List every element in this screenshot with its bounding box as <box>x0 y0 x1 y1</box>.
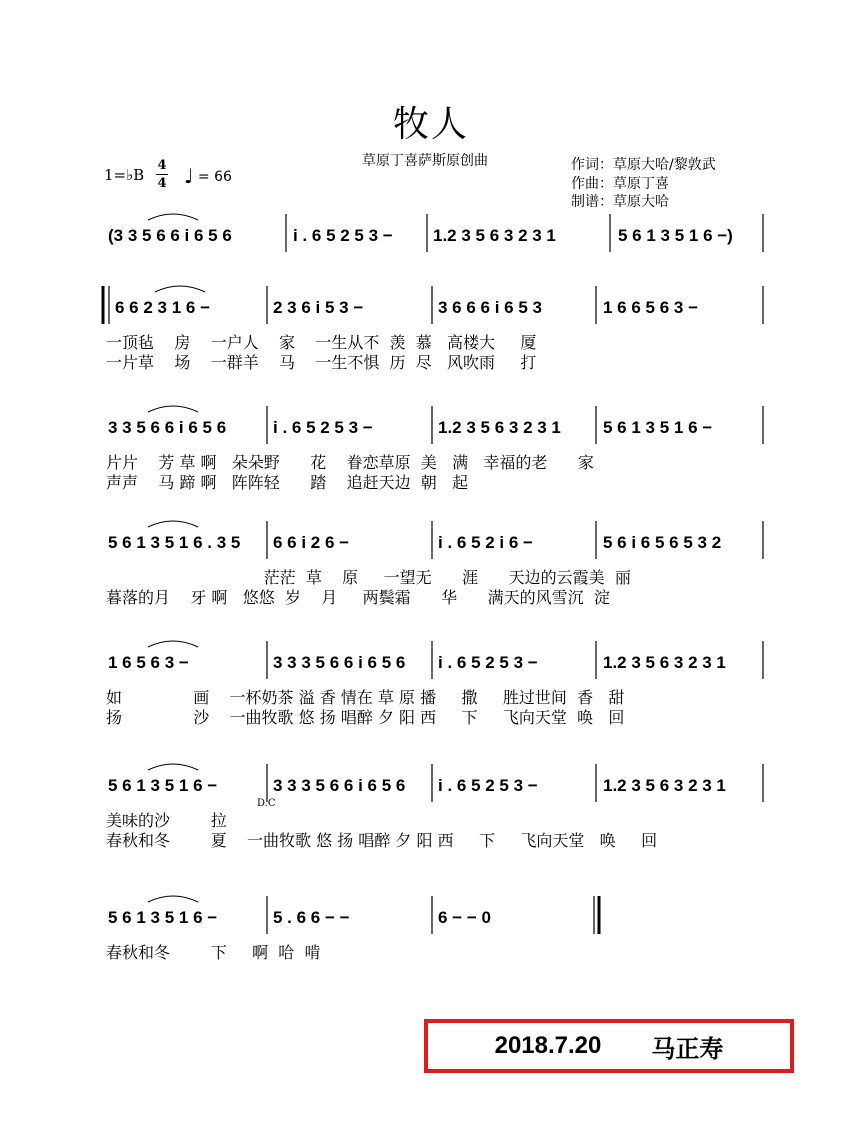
lyric-line: 片片 芳 草 啊 朵朵野 花 眷恋草原 美 满 幸福的老 家 <box>106 453 594 472</box>
quarter-note-icon: ♩ <box>184 164 194 188</box>
measure: 3 3 3 5 6 6 i 6 5 6 <box>273 653 406 672</box>
credit-arranger: 制谱：草原大哈 <box>571 194 669 210</box>
measure: 5 6 1 3 5 1 6 − <box>108 776 218 795</box>
signature-stamp <box>424 1019 794 1073</box>
tempo-marking <box>184 164 232 188</box>
slur <box>148 214 198 220</box>
measure: 1.2 3 5 6 3 2 3 1 <box>603 776 726 795</box>
measure: i . 6 5 2 5 3 − <box>273 418 373 437</box>
measure: 6 6 2 3 1 6 − <box>115 298 210 317</box>
song-subtitle: 草原丁喜萨斯原创曲 <box>362 153 488 169</box>
lyric-line: 扬 沙 一曲牧歌 悠 扬 唱醉 夕 阳 西 下 飞向天堂 唤 回 <box>106 708 625 727</box>
lyric-line: 一片草 场 一群羊 马 一生不惧 历 尽 风吹雨 打 <box>106 353 537 372</box>
dc-marking: D.C <box>257 798 276 809</box>
measure: 3 3 5 6 6 i 6 5 6 <box>108 418 227 437</box>
lyric-line: 如 画 一杯奶茶 溢 香 情在 草 原 播 撒 胜过世间 香 甜 <box>106 688 625 707</box>
measure: 1 6 6 5 6 3 − <box>603 298 698 317</box>
lyric-line: 美味的沙 拉 <box>106 811 227 830</box>
lyric-line: 春秋和冬 夏 一曲牧歌 悠 扬 唱醉 夕 阳 西 下 飞向天堂 唤 回 <box>106 831 658 850</box>
measure: 3 3 3 5 6 6 i 6 5 6 <box>273 776 406 795</box>
measure: 1.2 3 5 6 3 2 3 1 <box>438 418 561 437</box>
measure: 6 − − 0 <box>438 908 491 927</box>
time-signature-bottom: 4 <box>157 176 167 191</box>
slur <box>148 896 198 902</box>
lyric-line: 暮落的月 牙 啊 悠悠 岁 月 两鬓霜 华 满天的风雪沉 淀 <box>106 588 610 607</box>
measure: i . 6 5 2 5 3 − <box>438 776 538 795</box>
lyric-line: 春秋和冬 下 啊 哈 啃 <box>106 943 321 962</box>
measure: 1.2 3 5 6 3 2 3 1 <box>433 226 556 245</box>
slur <box>148 764 198 770</box>
measure: i . 6 5 2 i 6 − <box>438 533 533 552</box>
credit-lyrics: 作词：草原大哈/黎敦武 <box>571 157 716 173</box>
slur <box>148 641 198 647</box>
stamp-date: 2018.7.20 <box>494 1032 602 1059</box>
song-title: 牧人 <box>393 104 470 145</box>
measure: 1.2 3 5 6 3 2 3 1 <box>603 653 726 672</box>
lyric-line: 声声 马 蹄 啊 阵阵轻 踏 追赶天边 朝 起 <box>106 473 469 492</box>
measure: 5 . 6 6 − − <box>273 908 350 927</box>
measure: 6 6 i 2 6 − <box>273 533 350 552</box>
slur <box>155 286 205 292</box>
measure: 5 6 1 3 5 1 6 − <box>108 908 218 927</box>
measure: 5 6 i 6 5 6 5 3 2 <box>603 533 722 552</box>
time-signature-top: 4 <box>157 158 167 173</box>
lyric-line: 茫茫 草 原 一望无 涯 天边的云霞美 丽 <box>106 568 631 587</box>
tempo-value: = 66 <box>197 169 232 185</box>
measure: 3 6 6 6 i 6 5 3 <box>438 298 542 317</box>
measure: (3 3 5 6 6 i 6 5 6 <box>108 226 232 245</box>
measure: 1 6 5 6 3 − <box>108 653 189 672</box>
measure: i . 6 5 2 5 3 − <box>293 226 393 245</box>
measure: 5 6 1 3 5 1 6 . 3 5 <box>108 533 241 552</box>
measure: 2 3 6 i 5 3 − <box>273 298 364 317</box>
stamp-name: 马正寿 <box>651 1035 724 1063</box>
slur <box>148 521 198 527</box>
measure: 5 6 1 3 5 1 6 − <box>603 418 713 437</box>
measure: 5 6 1 3 5 1 6 −) <box>618 226 733 245</box>
slur <box>148 406 198 412</box>
credit-music: 作曲：草原丁喜 <box>571 176 669 192</box>
measure: i . 6 5 2 5 3 − <box>438 653 538 672</box>
time-signature <box>156 158 168 191</box>
key-signature: 1=♭B <box>104 166 145 184</box>
lyric-line: 一顶毡 房 一户人 家 一生从不 羡 慕 高楼大 厦 <box>106 333 537 352</box>
